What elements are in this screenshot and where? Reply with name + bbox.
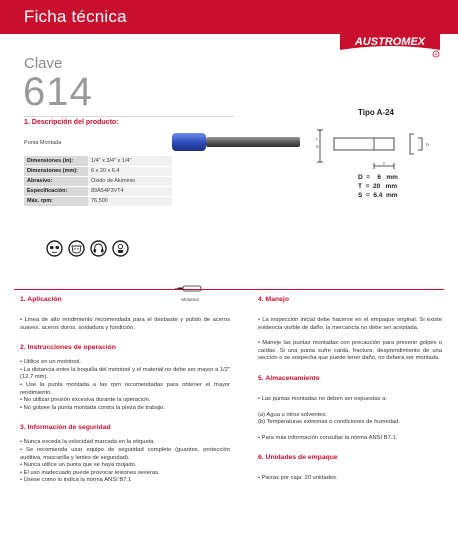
almacenamiento-b: (b) Temperaturas extremas o condiciones de humedad.	[258, 419, 400, 426]
aplicacion-text: • Línea de alto rendimiento recomendada para el desbaste y pulido de aceros suaves, aceros duros, soldadura y fundición.	[20, 317, 230, 331]
spec-value: Óxido de Aluminio	[88, 176, 172, 186]
product-description-title: 1. Descripción del producto:	[24, 119, 119, 126]
left-column	[20, 296, 230, 485]
label-d: D	[426, 142, 429, 147]
seguridad-item: • El uso inadecuado puede provocar lesiones severas.	[20, 469, 160, 476]
dimensions-list	[358, 174, 398, 201]
section-title-aplicacion: 1. Aplicación	[20, 296, 62, 303]
spec-row	[24, 176, 172, 186]
clave-number: 614	[23, 70, 93, 114]
almacenamiento-a: (a) Agua u otros solventes.	[258, 411, 327, 418]
face-shield-icon	[68, 240, 85, 257]
spec-row	[24, 196, 172, 206]
instrucciones-item: • La distancia entre la boquilla del mototool y el material no debe ser mayor a 1/2" (12.7 mm).	[20, 366, 230, 381]
mototool-label: Mototool	[181, 297, 199, 302]
instrucciones-item: • No golpee la punta montada contra la pieza de trabajo.	[20, 404, 165, 411]
spec-value: 1/4" x 3/4" x 1/4"	[88, 156, 172, 166]
spec-key: Dimensiones (in):	[24, 156, 88, 166]
spec-value: 76,500	[88, 196, 172, 206]
section-divider	[14, 289, 444, 290]
manejo-item: • La inspección inicial debe hacerse en el empaque original. Si existe evidencia visible de daño, la mercancía no debe ser aceptada.	[258, 317, 442, 331]
empaque-item: • Piezas por caja: 20 unidades.	[258, 475, 338, 482]
dim-d: D = 6 mm	[358, 174, 398, 181]
spec-row	[24, 156, 172, 166]
right-column	[258, 296, 442, 483]
tipo-label: Tipo A-24	[358, 108, 395, 117]
brand-logo	[336, 24, 444, 58]
label-s: S	[316, 144, 319, 149]
label-t: T	[382, 161, 386, 166]
mask-icon	[112, 240, 129, 257]
dim-s: S = 6.4 mm	[358, 192, 398, 199]
product-description: Punta Montada	[24, 140, 62, 146]
spec-row	[24, 166, 172, 176]
almacenamiento-norma: • Para más información consultar la norma ANSI B7.1.	[258, 434, 398, 441]
label-l: L	[316, 136, 319, 141]
spec-key: Máx. rpm:	[24, 196, 88, 206]
section-title-manejo: 4. Manejo	[258, 296, 289, 303]
goggles-icon	[46, 240, 63, 257]
almacenamiento-intro: • Las puntas montadas no deben ser expuestas a:	[258, 395, 388, 402]
spec-value: 89A54P3VT4	[88, 186, 172, 196]
dimension-diagram	[314, 124, 434, 172]
seguridad-item: • Úsese como lo indica la norma ANSI B7.1	[20, 477, 132, 484]
seguridad-item: • Se recomienda usar equipo de seguridad completo (guantes, protección auditiva, mascarilla y lentes de seguridad).	[20, 446, 230, 461]
ppe-icons	[46, 240, 129, 257]
seguridad-item: • Nunca exceda la velocidad marcada en la etiqueta.	[20, 439, 156, 446]
manejo-item: • Maneje las puntas montadas con precaución para prevenir golpes o caídas. Si una punta sufre caída, fractura, desprendimiento de una sección o se sospecha que puede tener daño, no deberá ser montada.	[258, 340, 442, 362]
svg-text:R: R	[434, 51, 438, 57]
page-title: Ficha técnica	[24, 7, 127, 26]
spec-key: Abrasivo:	[24, 176, 88, 186]
section-title-seguridad: 3. Información de seguridad	[20, 424, 111, 432]
instrucciones-item: • No utilizar presión excesiva durante la operación.	[20, 397, 151, 404]
spec-key: Especificación:	[24, 186, 88, 196]
spec-key: Dimensiones (mm):	[24, 166, 88, 176]
clave-divider	[24, 116, 234, 117]
specs-table	[24, 156, 172, 207]
instrucciones-item: • Use la punta montada a las rpm recomendadas para obtener el mayor rendimiento.	[20, 381, 230, 396]
spec-row	[24, 186, 172, 196]
mounted-point-image	[170, 129, 302, 155]
clave-label: Clave	[24, 55, 63, 72]
dim-t: T = 20 mm	[358, 183, 398, 190]
instrucciones-item: • Utilice en un mototool.	[20, 359, 81, 366]
section-title-almacenamiento: 5. Almacenamiento	[258, 374, 320, 382]
spec-value: 6 x 20 x 6.4	[88, 166, 172, 176]
seguridad-item: • Nunca utilice un punta que se haya mojado.	[20, 462, 137, 469]
section-title-instrucciones: 2. Instrucciones de operación	[20, 344, 116, 352]
brand-name: AUSTROMEX	[354, 36, 426, 48]
hearing-protection-icon	[90, 240, 107, 257]
section-title-empaque: 6. Unidades de empaque	[258, 454, 338, 462]
